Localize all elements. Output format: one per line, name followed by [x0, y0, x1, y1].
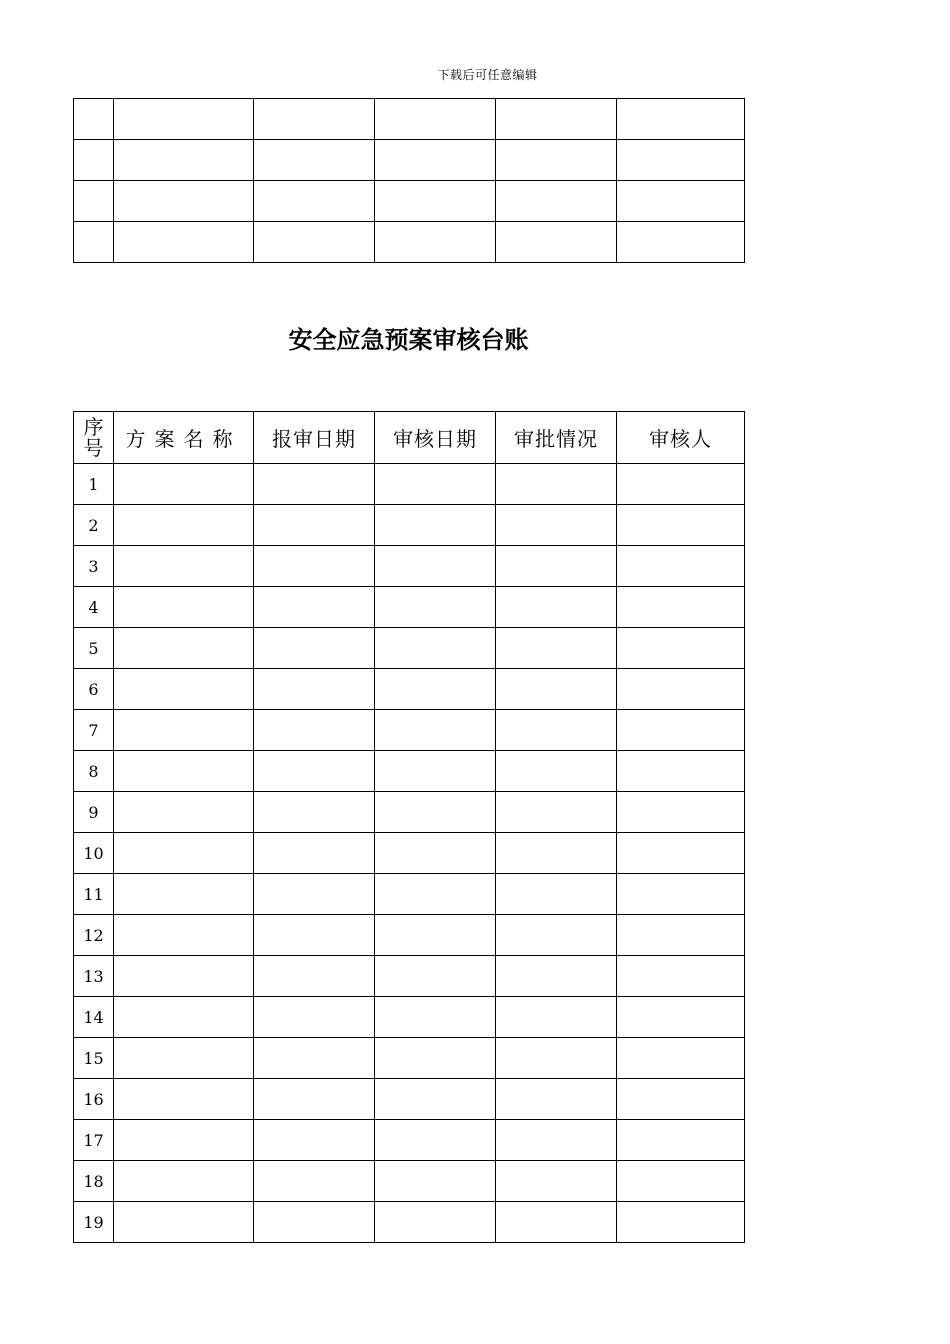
table-cell: [617, 915, 745, 956]
table-cell: [114, 1079, 254, 1120]
table-cell: [254, 710, 375, 751]
table-cell: [114, 587, 254, 628]
table-cell: [254, 956, 375, 997]
ledger-header-row: [74, 412, 745, 464]
table-row: [74, 710, 745, 751]
table-cell: [375, 99, 496, 140]
table-cell: [254, 874, 375, 915]
header-reviewer: 审核人: [617, 412, 745, 464]
table-cell: [114, 1038, 254, 1079]
table-cell: [496, 181, 617, 222]
row-number: 3: [74, 546, 114, 587]
table-row: [74, 1202, 745, 1243]
table-cell: [254, 181, 375, 222]
table-cell: [496, 587, 617, 628]
table-row: [74, 792, 745, 833]
table-cell: [617, 874, 745, 915]
table-cell: [375, 956, 496, 997]
table-cell: [254, 1161, 375, 1202]
table-cell: [496, 997, 617, 1038]
table-cell: [617, 587, 745, 628]
table-cell: [254, 1120, 375, 1161]
table-row: [74, 1161, 745, 1202]
table-cell: [114, 464, 254, 505]
table-cell: [617, 181, 745, 222]
table-cell: [375, 222, 496, 263]
row-number: 11: [74, 874, 114, 915]
table-cell: [496, 1079, 617, 1120]
continued-table-row: [74, 99, 745, 140]
table-row: [74, 874, 745, 915]
ledger-table: [73, 411, 745, 1243]
table-cell: [617, 505, 745, 546]
table-cell: [254, 1202, 375, 1243]
table-row: [74, 546, 745, 587]
table-cell: [617, 1161, 745, 1202]
row-number: 16: [74, 1079, 114, 1120]
table-row: [74, 1038, 745, 1079]
table-cell: [254, 669, 375, 710]
table-cell: [375, 751, 496, 792]
table-cell: [617, 669, 745, 710]
table-row: [74, 833, 745, 874]
table-row: [74, 587, 745, 628]
table-cell: [617, 1038, 745, 1079]
table-cell: [254, 1038, 375, 1079]
table-cell: [114, 546, 254, 587]
table-cell: [617, 1079, 745, 1120]
table-cell: [617, 140, 745, 181]
table-row: [74, 669, 745, 710]
table-cell: [617, 956, 745, 997]
header-plan-name: 方案名称: [114, 412, 254, 464]
table-cell: [375, 792, 496, 833]
table-cell: [114, 751, 254, 792]
table-cell: [496, 546, 617, 587]
row-number: 18: [74, 1161, 114, 1202]
continued-table-row: [74, 181, 745, 222]
table-cell: [617, 710, 745, 751]
table-cell: [496, 874, 617, 915]
table-cell: [254, 99, 375, 140]
table-cell: [496, 751, 617, 792]
table-cell: [74, 181, 114, 222]
table-cell: [114, 669, 254, 710]
row-number: 14: [74, 997, 114, 1038]
table-row: [74, 915, 745, 956]
table-cell: [617, 99, 745, 140]
table-cell: [254, 505, 375, 546]
table-cell: [617, 997, 745, 1038]
table-cell: [254, 915, 375, 956]
table-cell: [254, 751, 375, 792]
table-cell: [375, 505, 496, 546]
table-cell: [375, 1161, 496, 1202]
table-cell: [496, 915, 617, 956]
table-cell: [74, 99, 114, 140]
table-cell: [617, 628, 745, 669]
row-number: 5: [74, 628, 114, 669]
header-seq: [74, 412, 114, 464]
row-number: 2: [74, 505, 114, 546]
table-cell: [114, 915, 254, 956]
row-number: 19: [74, 1202, 114, 1243]
table-cell: [375, 464, 496, 505]
table-cell: [496, 222, 617, 263]
table-cell: [617, 222, 745, 263]
header-submit-date: 报审日期: [254, 412, 375, 464]
table-cell: [496, 99, 617, 140]
table-cell: [375, 1079, 496, 1120]
table-cell: [496, 1202, 617, 1243]
table-cell: [496, 1120, 617, 1161]
row-number: 4: [74, 587, 114, 628]
table-cell: [617, 833, 745, 874]
table-cell: [496, 628, 617, 669]
table-cell: [114, 792, 254, 833]
row-number: 13: [74, 956, 114, 997]
table-cell: [254, 546, 375, 587]
table-cell: [114, 1202, 254, 1243]
table-row: [74, 505, 745, 546]
table-cell: [496, 956, 617, 997]
table-cell: [254, 833, 375, 874]
table-cell: [114, 505, 254, 546]
table-cell: [114, 222, 254, 263]
table-cell: [496, 140, 617, 181]
table-row: [74, 464, 745, 505]
table-row: [74, 751, 745, 792]
table-cell: [617, 751, 745, 792]
table-row: [74, 997, 745, 1038]
continued-table-row: [74, 222, 745, 263]
continued-table-row: [74, 140, 745, 181]
table-cell: [375, 1038, 496, 1079]
table-cell: [375, 997, 496, 1038]
table-cell: [114, 956, 254, 997]
table-cell: [496, 464, 617, 505]
table-cell: [254, 628, 375, 669]
table-row: [74, 628, 745, 669]
table-cell: [496, 505, 617, 546]
row-number: 17: [74, 1120, 114, 1161]
table-cell: [254, 140, 375, 181]
table-cell: [375, 915, 496, 956]
table-cell: [375, 669, 496, 710]
table-cell: [496, 833, 617, 874]
table-cell: [496, 1161, 617, 1202]
table-cell: [375, 140, 496, 181]
table-cell: [74, 140, 114, 181]
row-number: 15: [74, 1038, 114, 1079]
table-cell: [617, 546, 745, 587]
table-cell: [375, 587, 496, 628]
table-cell: [114, 99, 254, 140]
row-number: 12: [74, 915, 114, 956]
table-cell: [375, 546, 496, 587]
table-cell: [254, 464, 375, 505]
table-cell: [114, 181, 254, 222]
table-cell: [375, 1202, 496, 1243]
header-approval-status: 审批情况: [496, 412, 617, 464]
table-cell: [496, 710, 617, 751]
row-number: 7: [74, 710, 114, 751]
table-row: [74, 1079, 745, 1120]
table-cell: [375, 833, 496, 874]
table-cell: [617, 464, 745, 505]
row-number: 1: [74, 464, 114, 505]
header-review-date: 审核日期: [375, 412, 496, 464]
table-cell: [114, 710, 254, 751]
table-row: [74, 956, 745, 997]
row-number: 8: [74, 751, 114, 792]
table-cell: [375, 181, 496, 222]
table-cell: [74, 222, 114, 263]
table-cell: [254, 792, 375, 833]
table-cell: [254, 587, 375, 628]
table-cell: [617, 792, 745, 833]
table-cell: [496, 669, 617, 710]
table-cell: [114, 140, 254, 181]
table-cell: [617, 1202, 745, 1243]
ledger-title: 安全应急预案审核台账: [288, 326, 529, 354]
table-cell: [254, 1079, 375, 1120]
table-cell: [375, 874, 496, 915]
table-cell: [496, 792, 617, 833]
table-cell: [254, 997, 375, 1038]
table-cell: [114, 1161, 254, 1202]
table-row: [74, 1120, 745, 1161]
header-seq-label: 序号: [83, 414, 104, 460]
row-number: 9: [74, 792, 114, 833]
table-cell: [114, 1120, 254, 1161]
table-cell: [114, 874, 254, 915]
table-cell: [114, 833, 254, 874]
row-number: 10: [74, 833, 114, 874]
row-number: 6: [74, 669, 114, 710]
table-cell: [496, 1038, 617, 1079]
page-header-note: 下载后可任意编辑: [437, 68, 538, 82]
table-cell: [114, 997, 254, 1038]
table-cell: [375, 710, 496, 751]
continued-table: [73, 98, 745, 263]
table-cell: [617, 1120, 745, 1161]
table-cell: [254, 222, 375, 263]
table-cell: [375, 628, 496, 669]
table-cell: [114, 628, 254, 669]
table-cell: [375, 1120, 496, 1161]
